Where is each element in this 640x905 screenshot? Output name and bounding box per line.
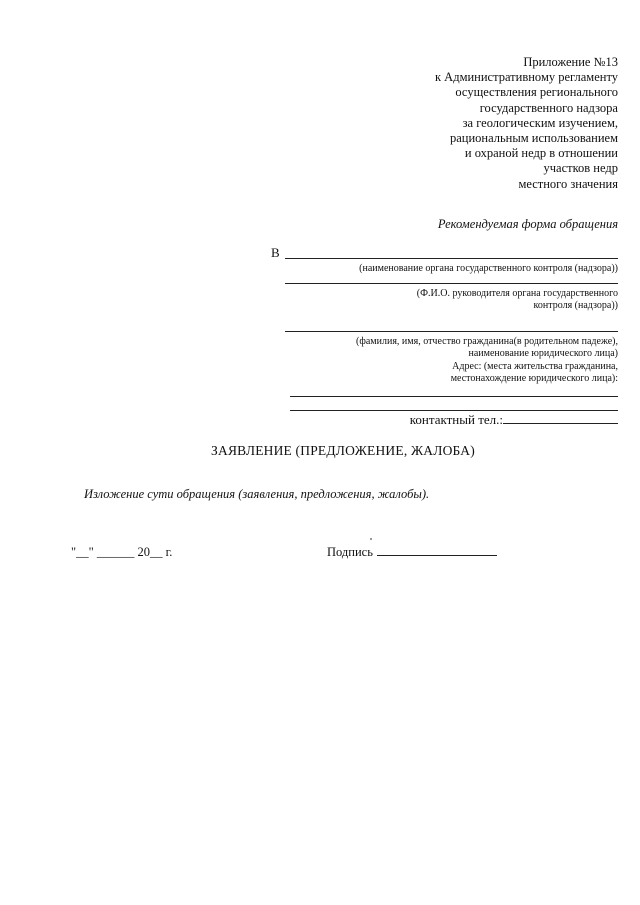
address-fill-line-2[interactable] bbox=[290, 410, 618, 411]
contact-phone-label: контактный тел.: bbox=[409, 412, 503, 427]
authority-fill-line[interactable] bbox=[285, 258, 618, 259]
appendix-line: Приложение №13 bbox=[523, 55, 618, 69]
appeal-body-placeholder: Изложение сути обращения (заявления, предложения, жалобы). bbox=[84, 487, 430, 501]
signature-fill-line[interactable] bbox=[377, 545, 497, 556]
applicant-caption-2: наименование юридического лица) bbox=[468, 348, 618, 359]
head-name-fill-line[interactable] bbox=[285, 283, 618, 284]
appendix-line: участков недр bbox=[543, 161, 618, 176]
appendix-header bbox=[318, 55, 618, 192]
head-caption-1: (Ф.И.О. руководителя органа государственного bbox=[416, 288, 618, 299]
address-caption-1: Адрес: (места жительства гражданина, bbox=[452, 361, 618, 372]
head-caption-2: контроля (надзора)) bbox=[533, 300, 618, 311]
contact-phone-row bbox=[410, 412, 618, 428]
appendix-line: государственного надзора bbox=[479, 100, 618, 115]
appendix-line: и охраной недр в отношении bbox=[464, 146, 618, 161]
scan-speck bbox=[370, 538, 372, 540]
address-caption-2: местонахождение юридического лица): bbox=[450, 373, 618, 384]
signature-label: Подпись bbox=[327, 545, 373, 559]
appendix-line: местного значения bbox=[518, 176, 618, 191]
document-title: ЗАЯВЛЕНИЕ (ПРЕДЛОЖЕНИЕ, ЖАЛОБА) bbox=[211, 443, 475, 458]
applicant-caption-1: (фамилия, имя, отчество гражданина(в родительном падеже), bbox=[356, 336, 618, 347]
appendix-line: к Административному регламенту bbox=[434, 70, 618, 85]
addressee-prefix: В bbox=[271, 245, 280, 260]
appendix-line: за геологическим изучением, bbox=[462, 115, 618, 130]
authority-caption: (наименование органа государственного контроля (надзора)) bbox=[359, 263, 618, 274]
contact-phone-fill-line[interactable] bbox=[503, 412, 618, 424]
appendix-line: рациональным использованием bbox=[449, 131, 618, 146]
signature-row bbox=[327, 545, 497, 560]
address-fill-line-1[interactable] bbox=[290, 396, 618, 397]
recommended-form-note: Рекомендуемая форма обращения bbox=[437, 217, 618, 231]
appendix-line: осуществления регионального bbox=[455, 85, 618, 100]
date-field[interactable]: "__" ______ 20__ г. bbox=[71, 545, 173, 559]
applicant-fill-line[interactable] bbox=[285, 331, 618, 332]
